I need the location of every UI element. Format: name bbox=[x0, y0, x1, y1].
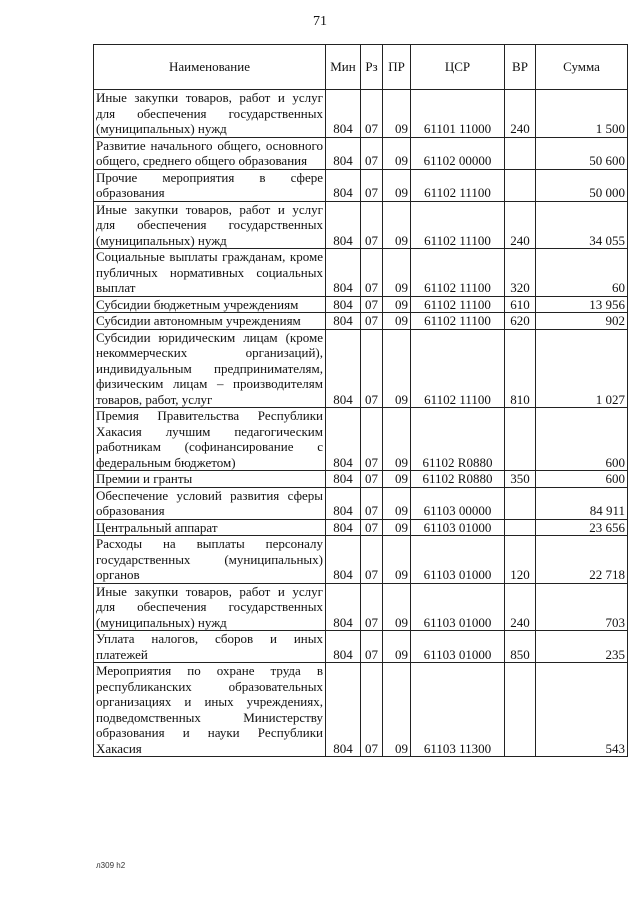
cell-sum: 1 027 bbox=[536, 329, 628, 408]
header-min: Мин bbox=[326, 45, 361, 90]
table-row bbox=[94, 201, 628, 249]
cell-vr bbox=[505, 408, 536, 471]
cell-rz: 07 bbox=[361, 487, 383, 519]
cell-vr: 240 bbox=[505, 201, 536, 249]
cell-min: 804 bbox=[326, 471, 361, 488]
cell-sum: 22 718 bbox=[536, 536, 628, 584]
cell-rz: 07 bbox=[361, 583, 383, 631]
table-row bbox=[94, 631, 628, 663]
cell-csr: 61102 11100 bbox=[411, 329, 505, 408]
cell-name: Иные закупки товаров, работ и услуг для обеспечения государственных (муниципальных) нужд bbox=[94, 90, 326, 138]
cell-pr: 09 bbox=[383, 471, 411, 488]
cell-name: Обеспечение условий развития сферы образования bbox=[94, 487, 326, 519]
cell-pr: 09 bbox=[383, 631, 411, 663]
header-pr: ПР bbox=[383, 45, 411, 90]
cell-csr: 61102 00000 bbox=[411, 137, 505, 169]
header-vr: ВР bbox=[505, 45, 536, 90]
table-header-row bbox=[94, 45, 628, 90]
cell-sum: 543 bbox=[536, 663, 628, 757]
cell-rz: 07 bbox=[361, 249, 383, 297]
cell-rz: 07 bbox=[361, 631, 383, 663]
cell-vr: 120 bbox=[505, 536, 536, 584]
cell-csr: 61102 11100 bbox=[411, 296, 505, 313]
cell-pr: 09 bbox=[383, 296, 411, 313]
cell-name: Субсидии юридическим лицам (кроме некоммерческих организаций), индивидуальным предпринимателям, физическим лицам – производителям товаров, работ, услуг bbox=[94, 329, 326, 408]
cell-name: Центральный аппарат bbox=[94, 519, 326, 536]
cell-min: 804 bbox=[326, 249, 361, 297]
cell-sum: 600 bbox=[536, 471, 628, 488]
cell-csr: 61102 R0880 bbox=[411, 408, 505, 471]
cell-rz: 07 bbox=[361, 137, 383, 169]
cell-pr: 09 bbox=[383, 90, 411, 138]
table-row bbox=[94, 90, 628, 138]
header-csr: ЦСР bbox=[411, 45, 505, 90]
cell-csr: 61103 01000 bbox=[411, 583, 505, 631]
cell-min: 804 bbox=[326, 90, 361, 138]
cell-pr: 09 bbox=[383, 519, 411, 536]
cell-min: 804 bbox=[326, 663, 361, 757]
cell-csr: 61102 11100 bbox=[411, 169, 505, 201]
cell-name: Развитие начального общего, основного общего, среднего общего образования bbox=[94, 137, 326, 169]
cell-rz: 07 bbox=[361, 201, 383, 249]
cell-sum: 50 000 bbox=[536, 169, 628, 201]
cell-name: Мероприятия по охране труда в республиканских образовательных организациях и иных учреждениях, подведомственных Министерству образования и науки Республики Хакасия bbox=[94, 663, 326, 757]
cell-name: Иные закупки товаров, работ и услуг для обеспечения государственных (муниципальных) нужд bbox=[94, 583, 326, 631]
cell-pr: 09 bbox=[383, 536, 411, 584]
cell-rz: 07 bbox=[361, 663, 383, 757]
page-number: 71 bbox=[313, 14, 327, 29]
cell-name: Уплата налогов, сборов и иных платежей bbox=[94, 631, 326, 663]
cell-min: 804 bbox=[326, 169, 361, 201]
cell-min: 804 bbox=[326, 313, 361, 330]
table-row bbox=[94, 583, 628, 631]
cell-vr: 850 bbox=[505, 631, 536, 663]
cell-name: Иные закупки товаров, работ и услуг для обеспечения государственных (муниципальных) нужд bbox=[94, 201, 326, 249]
table-row bbox=[94, 471, 628, 488]
cell-pr: 09 bbox=[383, 201, 411, 249]
cell-min: 804 bbox=[326, 536, 361, 584]
cell-min: 804 bbox=[326, 408, 361, 471]
cell-pr: 09 bbox=[383, 249, 411, 297]
cell-csr: 61103 11300 bbox=[411, 663, 505, 757]
cell-vr: 610 bbox=[505, 296, 536, 313]
cell-pr: 09 bbox=[383, 169, 411, 201]
header-sum: Сумма bbox=[536, 45, 628, 90]
cell-vr bbox=[505, 519, 536, 536]
cell-csr: 61103 01000 bbox=[411, 536, 505, 584]
cell-sum: 600 bbox=[536, 408, 628, 471]
cell-min: 804 bbox=[326, 631, 361, 663]
cell-name: Субсидии бюджетным учреждениям bbox=[94, 296, 326, 313]
cell-vr: 320 bbox=[505, 249, 536, 297]
footer-code: л309 h2 bbox=[96, 861, 126, 870]
cell-vr bbox=[505, 169, 536, 201]
cell-vr: 350 bbox=[505, 471, 536, 488]
table-row bbox=[94, 536, 628, 584]
cell-vr: 240 bbox=[505, 90, 536, 138]
cell-rz: 07 bbox=[361, 471, 383, 488]
cell-min: 804 bbox=[326, 487, 361, 519]
cell-csr: 61103 01000 bbox=[411, 631, 505, 663]
table-row bbox=[94, 296, 628, 313]
table-row bbox=[94, 519, 628, 536]
cell-sum: 23 656 bbox=[536, 519, 628, 536]
cell-rz: 07 bbox=[361, 296, 383, 313]
table-body bbox=[94, 90, 628, 757]
cell-csr: 61103 00000 bbox=[411, 487, 505, 519]
cell-name: Премии и гранты bbox=[94, 471, 326, 488]
cell-csr: 61101 11000 bbox=[411, 90, 505, 138]
cell-pr: 09 bbox=[383, 487, 411, 519]
cell-sum: 13 956 bbox=[536, 296, 628, 313]
cell-rz: 07 bbox=[361, 90, 383, 138]
cell-csr: 61102 11100 bbox=[411, 249, 505, 297]
cell-csr: 61103 01000 bbox=[411, 519, 505, 536]
cell-name: Премия Правительства Республики Хакасия лучшим педагогическим работникам (софинансирование с федеральным бюджетом) bbox=[94, 408, 326, 471]
cell-name: Социальные выплаты гражданам, кроме публичных нормативных социальных выплат bbox=[94, 249, 326, 297]
cell-min: 804 bbox=[326, 583, 361, 631]
cell-rz: 07 bbox=[361, 169, 383, 201]
cell-vr bbox=[505, 137, 536, 169]
cell-vr: 810 bbox=[505, 329, 536, 408]
cell-pr: 09 bbox=[383, 408, 411, 471]
cell-csr: 61102 11100 bbox=[411, 313, 505, 330]
cell-rz: 07 bbox=[361, 329, 383, 408]
table-row bbox=[94, 137, 628, 169]
table-row bbox=[94, 169, 628, 201]
cell-rz: 07 bbox=[361, 313, 383, 330]
cell-sum: 60 bbox=[536, 249, 628, 297]
header-name: Наименование bbox=[94, 45, 326, 90]
cell-min: 804 bbox=[326, 201, 361, 249]
table-row bbox=[94, 487, 628, 519]
cell-sum: 1 500 bbox=[536, 90, 628, 138]
cell-sum: 703 bbox=[536, 583, 628, 631]
cell-pr: 09 bbox=[383, 329, 411, 408]
cell-sum: 902 bbox=[536, 313, 628, 330]
cell-rz: 07 bbox=[361, 408, 383, 471]
cell-name: Расходы на выплаты персоналу государственных (муниципальных) органов bbox=[94, 536, 326, 584]
cell-min: 804 bbox=[326, 329, 361, 408]
cell-vr bbox=[505, 487, 536, 519]
cell-sum: 50 600 bbox=[536, 137, 628, 169]
header-rz: Рз bbox=[361, 45, 383, 90]
cell-sum: 235 bbox=[536, 631, 628, 663]
cell-name: Прочие мероприятия в сфере образования bbox=[94, 169, 326, 201]
table-row bbox=[94, 313, 628, 330]
table-row bbox=[94, 249, 628, 297]
cell-sum: 84 911 bbox=[536, 487, 628, 519]
table-row bbox=[94, 329, 628, 408]
cell-pr: 09 bbox=[383, 583, 411, 631]
budget-table bbox=[93, 44, 628, 757]
cell-min: 804 bbox=[326, 137, 361, 169]
cell-vr bbox=[505, 663, 536, 757]
cell-name: Субсидии автономным учреждениям bbox=[94, 313, 326, 330]
cell-pr: 09 bbox=[383, 313, 411, 330]
cell-vr: 240 bbox=[505, 583, 536, 631]
table-row bbox=[94, 663, 628, 757]
cell-min: 804 bbox=[326, 519, 361, 536]
cell-rz: 07 bbox=[361, 519, 383, 536]
cell-rz: 07 bbox=[361, 536, 383, 584]
cell-min: 804 bbox=[326, 296, 361, 313]
cell-pr: 09 bbox=[383, 137, 411, 169]
cell-csr: 61102 R0880 bbox=[411, 471, 505, 488]
cell-pr: 09 bbox=[383, 663, 411, 757]
cell-csr: 61102 11100 bbox=[411, 201, 505, 249]
cell-vr: 620 bbox=[505, 313, 536, 330]
table-row bbox=[94, 408, 628, 471]
cell-sum: 34 055 bbox=[536, 201, 628, 249]
